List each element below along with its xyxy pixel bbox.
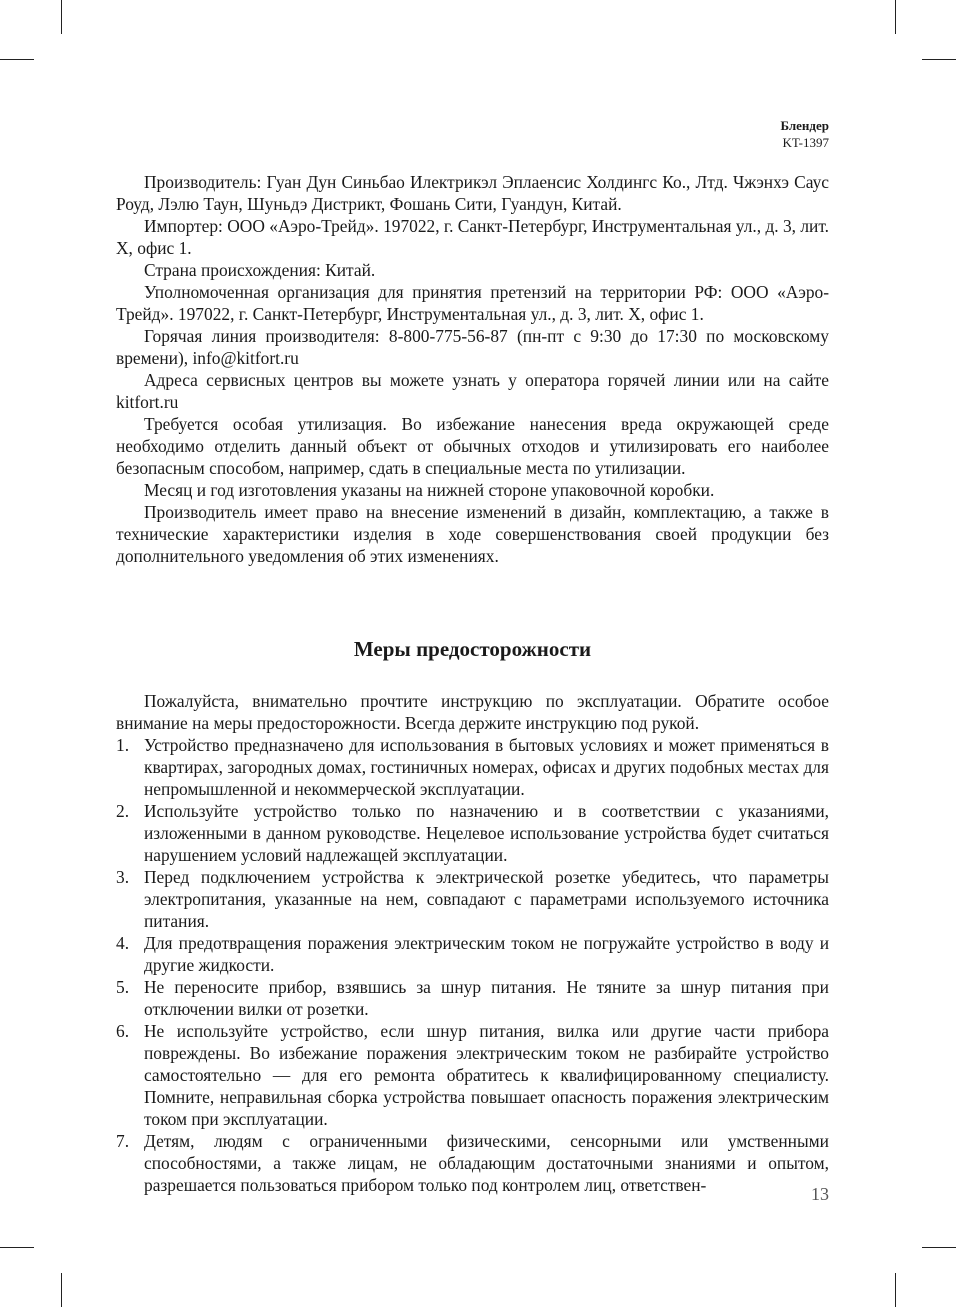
list-item-number: 7. [116,1131,130,1151]
list-item [116,1020,829,1130]
crop-mark-bottom-left-h [0,1247,34,1248]
manufacture-date-paragraph: Месяц и год изготовления указаны на нижней стороне упаковочной коробки. [144,480,715,500]
importer-paragraph: Импортер: ООО «Аэро-Трейд». 197022, г. Санкт-Петербург, Инструментальная ул., д. 3, лит. Х, офис 1. [116,216,830,258]
intro-block [116,171,829,567]
section-intro: Пожалуйста, внимательно прочтите инструкцию по эксплуатации. Обратите особое внимание на меры предосторожности. Всегда держите инструкцию под рукой. [116,691,829,733]
list-item-text: Не используйте устройство, если шнур питания, вилка или другие части прибора повреждены. Во избежание поражения электрическим током не разбирайте устройство самостоятельно — для его ремонта обратитесь к квалифицированному специалисту. Помните, неправильная сборка устройства повышает опасность поражения электрическим током при эксплуатации. [144,1021,829,1129]
hotline-paragraph: Горячая линия производителя: 8-800-775-56-87 (пн-пт с 9:30 до 17:30 по московскому времени), info@kitfort.ru [116,326,829,368]
list-item-text: Не переносите прибор, взявшись за шнур питания. Не тяните за шнур питания при отключении вилки от розетки. [144,977,829,1019]
crop-mark-top-right-h [922,59,956,60]
list-item-text: Детям, людям с ограниченными физическими, сенсорными или умственными способностями, а также лицам, не обладающим достаточными знаниями и опытом, разрешается пользоваться прибором только под контролем лиц, ответствен- [144,1131,829,1195]
list-item-text: Используйте устройство только по назначению и в соответствии с указаниями, изложенными в данном руководстве. Нецелевое использование устройства будет считаться нарушением условий надлежащей эксплуатации. [144,801,829,865]
list-item-number: 6. [116,1021,130,1041]
service-centers-paragraph: Адреса сервисных центров вы можете узнать у оператора горячей линии или на сайте kitfort.ru [116,370,829,412]
crop-mark-top-right [895,0,896,34]
crop-mark-top-left [61,0,62,34]
crop-mark-bottom-right [895,1273,896,1307]
crop-mark-bottom-right-h [922,1247,956,1248]
list-item [116,800,829,866]
document-body [116,171,829,1196]
crop-mark-top-left-h [0,59,34,60]
page-number: 13 [811,1184,829,1204]
crop-mark-bottom-left [61,1273,62,1307]
list-item-number: 2. [116,801,130,821]
list-item-number: 4. [116,933,130,953]
list-item-text: Перед подключением устройства к электрической розетке убедитесь, что параметры электропитания, указанные на нем, совпадают с параметрами используемого источника питания. [144,867,829,931]
list-item-text: Для предотвращения поражения электрическим током не погружайте устройство в воду и другие жидкости. [144,933,829,975]
list-item-text: Устройство предназначено для использования в бытовых условиях и может применяться в квартирах, загородных домах, гостиничных номерах, офисах и других подобных местах для непромышленной и некоммерческой эксплуатации. [144,735,829,799]
section-heading: Меры предосторожности [353,637,592,661]
precautions-list [116,734,829,1196]
list-item [116,866,829,932]
header-title: Блендер [780,118,829,133]
claims-paragraph: Уполномоченная организация для принятия претензий на территории РФ: ООО «Аэро-Трейд». 197022, г. Санкт-Петербург, Инструментальная ул., д. 3, лит. Х, офис 1. [116,282,829,324]
list-item-number: 3. [116,867,130,887]
list-item [116,976,829,1020]
disposal-paragraph: Требуется особая утилизация. Во избежание нанесения вреда окружающей среде необходимо отделить данный объект от обычных отходов и утилизировать его наиболее безопасным способом, например, сдать в специальные места по утилизации. [116,414,829,478]
list-item [116,1130,829,1196]
list-item [116,734,829,800]
list-item [116,932,829,976]
header-model: KT-1397 [782,135,829,150]
running-header [780,117,829,151]
origin-paragraph: Страна происхождения: Китай. [144,260,376,280]
list-item-number: 1. [116,735,130,755]
changes-paragraph: Производитель имеет право на внесение изменений в дизайн, комплектацию, а также в технические характеристики изделия в ходе совершенствования своей продукции без дополнительного уведомления об этих изменениях. [116,502,829,566]
list-item-number: 5. [116,977,130,997]
manufacturer-paragraph: Производитель: Гуан Дун Синьбао Илектрикэл Эплаенсис Холдингс Ко., Лтд. Чжэнхэ Саус Роуд, Лэлю Таун, Шуньдэ Дистрикт, Фошань Сити, Гуандун, Китай. [116,172,829,214]
